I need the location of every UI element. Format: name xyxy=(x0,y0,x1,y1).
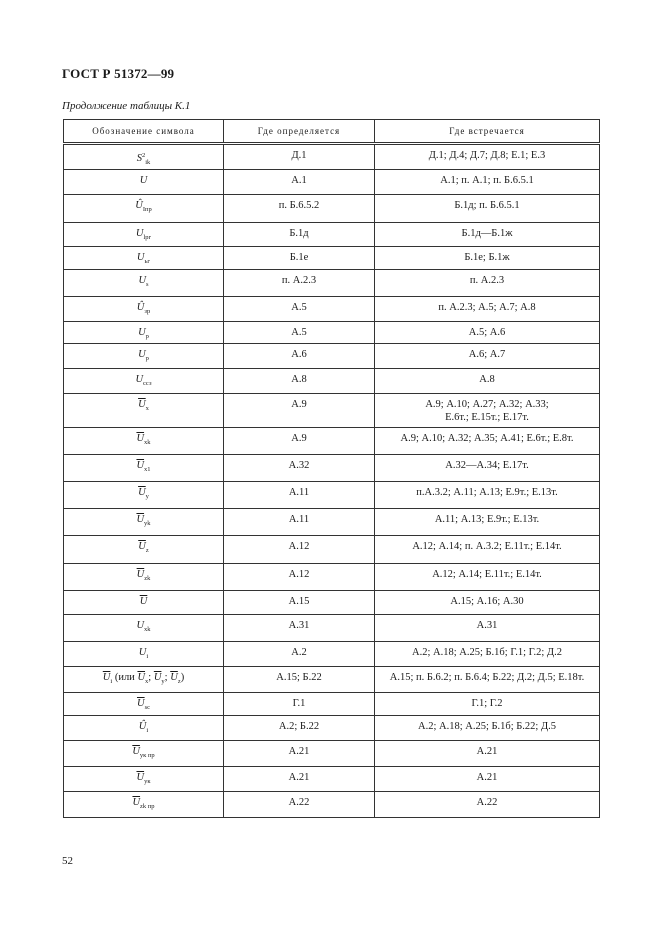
symbol-cell xyxy=(64,455,224,482)
symbol-text xyxy=(136,620,150,631)
symbol-subscript: y xyxy=(161,678,165,685)
used-cell: А.8 xyxy=(375,369,600,394)
symbol-base: $\overline{U}$ xyxy=(132,797,141,808)
used-cell: А.21 xyxy=(375,741,600,767)
symbol-subscript: lрг xyxy=(143,234,152,241)
symbol-cell xyxy=(64,591,224,615)
used-cell: А.31 xyxy=(375,615,600,642)
defined-cell: Б.1д xyxy=(224,223,375,247)
table-row xyxy=(64,615,600,642)
used-cell: Б.1д; п. Б.6.5.1 xyxy=(375,195,600,223)
symbol-base: S xyxy=(136,153,142,164)
symbol-subscript: i xyxy=(146,653,149,660)
table-row xyxy=(64,509,600,536)
symbol-base: $\overline{U}$ xyxy=(137,672,146,683)
symbol-base: Û xyxy=(138,721,147,732)
table-row xyxy=(64,591,600,615)
symbol-cell xyxy=(64,344,224,369)
table-row xyxy=(64,394,600,428)
table-row xyxy=(64,144,600,170)
defined-cell: А.2; Б.22 xyxy=(224,716,375,741)
symbol-base: $\overline{U}$ xyxy=(132,746,140,757)
used-cell: А.15; п. Б.6.2; п. Б.6.4; Б.22; Д.2; Д.5; Е.18т. xyxy=(375,667,600,693)
symbol-cell xyxy=(64,693,224,716)
document-id: ГОСТ Р 51372—99 xyxy=(62,66,175,81)
table-row xyxy=(64,482,600,509)
symbol-cell xyxy=(64,716,224,741)
symbol-subscript: zk пр xyxy=(140,803,155,810)
symbol-cell xyxy=(64,270,224,297)
symbol-base: $\overline{U}$ xyxy=(153,672,162,683)
symbol-cell xyxy=(64,247,224,270)
defined-cell: А.15; Б.22 xyxy=(224,667,375,693)
symbol-text xyxy=(138,541,148,552)
symbol-text xyxy=(137,153,151,164)
symbol-subscript: xk xyxy=(144,626,151,633)
table-row xyxy=(64,642,600,667)
symbol-cell xyxy=(64,297,224,322)
symbol-text xyxy=(137,302,150,313)
symbol-cell xyxy=(64,223,224,247)
symbol-text xyxy=(137,569,151,580)
symbol-cell xyxy=(64,509,224,536)
used-cell: А.2; А.18; А.25; Б.1б; Б.22; Д.5 xyxy=(375,716,600,741)
symbol-text xyxy=(139,647,148,658)
defined-cell: А.12 xyxy=(224,564,375,591)
table-row xyxy=(64,741,600,767)
defined-cell: А.12 xyxy=(224,536,375,564)
table-row xyxy=(64,247,600,270)
used-cell: А.6; А.7 xyxy=(375,344,600,369)
symbol-subscript: s xyxy=(146,281,149,288)
symbol-subscript: зр xyxy=(144,308,151,315)
symbol-cell xyxy=(64,195,224,223)
symbol-text xyxy=(138,487,149,498)
table-row xyxy=(64,767,600,792)
symbol-subscript: yk xyxy=(144,520,151,527)
defined-cell: п. Б.6.5.2 xyxy=(224,195,375,223)
symbol-base: $\overline{U}$ xyxy=(138,541,146,552)
used-cell: А.9; А.10; А.32; А.35; А.41; Е.6т.; Е.8т. xyxy=(375,428,600,455)
symbol-base: U xyxy=(136,620,145,631)
defined-cell: Д.1 xyxy=(224,144,375,170)
defined-cell: А.31 xyxy=(224,615,375,642)
symbol-base: Û xyxy=(135,200,143,211)
table-row xyxy=(64,170,600,195)
symbol-subscript: ьг xyxy=(144,258,151,265)
symbol-base: U xyxy=(135,374,144,385)
symbol-subscript: р xyxy=(145,355,149,362)
table-row xyxy=(64,792,600,818)
defined-cell: А.15 xyxy=(224,591,375,615)
symbol-text xyxy=(136,772,150,783)
symbol-cell xyxy=(64,536,224,564)
symbol-text xyxy=(140,175,148,186)
symbol-base: $\overline{U}$ xyxy=(136,514,145,525)
symbol-cell xyxy=(64,428,224,455)
used-cell: А.15; А.16; А.30 xyxy=(375,591,600,615)
symbol-base: U xyxy=(138,327,146,338)
symbol-text xyxy=(139,721,148,732)
symbol-base: U xyxy=(138,349,146,360)
used-cell: п. А.2.3 xyxy=(375,270,600,297)
defined-cell: А.22 xyxy=(224,792,375,818)
symbol-subscript: zk xyxy=(144,575,151,582)
table-row xyxy=(64,716,600,741)
symbol-base: U xyxy=(135,228,144,239)
symbol-cell xyxy=(64,369,224,394)
symbol-base: $\overline{U}$ xyxy=(136,569,145,580)
symbol-subscript: z xyxy=(177,678,181,685)
symbol-base: $\overline{U}$ xyxy=(138,487,146,498)
used-cell: А.5; А.6 xyxy=(375,322,600,344)
symbol-cell xyxy=(64,615,224,642)
symbol-subscript: y xyxy=(145,493,149,500)
defined-cell: А.1 xyxy=(224,170,375,195)
defined-cell: А.9 xyxy=(224,394,375,428)
symbol-text xyxy=(136,433,150,444)
symbol-base: U xyxy=(138,275,147,286)
used-cell: Г.1; Г.2 xyxy=(375,693,600,716)
symbol-base: $\overline{U}$ xyxy=(170,672,178,683)
symbol-subscript: z xyxy=(145,547,149,554)
symbol-base: Û xyxy=(136,302,145,313)
used-cell: п. А.2.3; А.5; А.7; А.8 xyxy=(375,297,600,322)
table-row xyxy=(64,428,600,455)
used-cell: А.9; А.10; А.27; А.32; А.33; Е.6т.; Е.15т.; Е.17т. xyxy=(375,394,600,428)
used-cell: Б.1е; Б.1ж xyxy=(375,247,600,270)
used-cell: А.11; А.13; Е.9т.; Е.13т. xyxy=(375,509,600,536)
table-header-row xyxy=(64,120,600,144)
used-cell: А.12; А.14; п. А.3.2; Е.11т.; Е.14т. xyxy=(375,536,600,564)
symbol-subscript: x xyxy=(145,678,149,685)
table-row xyxy=(64,344,600,369)
table-row xyxy=(64,297,600,322)
used-cell: А.1; п. А.1; п. Б.6.5.1 xyxy=(375,170,600,195)
symbol-base: U xyxy=(136,252,145,263)
symbol-base: U xyxy=(138,647,147,658)
used-cell: А.2; А.18; А.25; Б.1б; Г.1; Г.2; Д.2 xyxy=(375,642,600,667)
defined-cell: А.11 xyxy=(224,509,375,536)
table-row xyxy=(64,369,600,394)
symbol-subscript: i xyxy=(146,727,149,734)
symbol-subscript: sc xyxy=(144,704,150,711)
symbol-cell xyxy=(64,170,224,195)
symbol-subscript: ук xyxy=(144,778,151,785)
symbol-text xyxy=(132,797,154,808)
defined-cell: А.5 xyxy=(224,297,375,322)
defined-cell: А.8 xyxy=(224,369,375,394)
table-row xyxy=(64,195,600,223)
symbol-text xyxy=(135,374,151,385)
table-row xyxy=(64,322,600,344)
defined-cell: А.5 xyxy=(224,322,375,344)
table-row xyxy=(64,223,600,247)
symbol-text xyxy=(136,228,151,239)
symbol-base: $\overline{U}$ xyxy=(102,672,111,683)
symbol-text xyxy=(138,327,149,338)
used-cell: Б.1д—Б.1ж xyxy=(375,223,600,247)
used-cell: А.32—А.34; Е.17т. xyxy=(375,455,600,482)
symbol-cell xyxy=(64,792,224,818)
symbol-base: $\overline{U}$ xyxy=(138,399,146,410)
symbol-cell xyxy=(64,642,224,667)
symbol-cell xyxy=(64,482,224,509)
used-cell: А.22 xyxy=(375,792,600,818)
defined-cell: А.2 xyxy=(224,642,375,667)
symbol-subscript: ik xyxy=(145,159,151,166)
symbol-text xyxy=(138,399,149,410)
page-number: 52 xyxy=(62,855,73,867)
defined-cell: А.6 xyxy=(224,344,375,369)
symbol-subscript: ук пр xyxy=(139,752,155,759)
symbol-cell xyxy=(64,394,224,428)
defined-cell: Г.1 xyxy=(224,693,375,716)
symbol-base: U xyxy=(139,175,148,186)
column-header-symbol: Обозначение символа xyxy=(64,120,224,144)
used-cell: А.21 xyxy=(375,767,600,792)
symbol-text xyxy=(138,275,148,286)
table-row xyxy=(64,270,600,297)
symbol-base: $\overline{U}$ xyxy=(136,460,145,471)
defined-cell: Б.1е xyxy=(224,247,375,270)
symbol-base: $\overline{U}$ xyxy=(136,772,145,783)
symbol-base: $\overline{U}$ xyxy=(136,698,145,709)
table-row xyxy=(64,564,600,591)
table-row xyxy=(64,536,600,564)
symbol-text xyxy=(137,252,150,263)
table-continuation-caption: Продолжение таблицы К.1 xyxy=(62,100,191,112)
symbols-table xyxy=(63,119,600,818)
symbol-subscript: Iпр xyxy=(142,206,152,213)
symbol-text xyxy=(138,349,149,360)
symbol-text xyxy=(140,596,148,607)
symbol-subscript: i xyxy=(110,678,113,685)
table-row xyxy=(64,693,600,716)
defined-cell: А.21 xyxy=(224,767,375,792)
symbol-alternatives: (или $\overline{U}_x$; $\overline{U}_y$; $\overline{U}_z$) xyxy=(112,672,185,685)
symbol-subscript: р xyxy=(145,333,149,340)
symbol-superscript: 2 xyxy=(141,152,146,159)
symbol-subscript: x1 xyxy=(144,466,151,473)
symbol-subscript: xk xyxy=(144,439,151,446)
symbol-text xyxy=(132,746,154,757)
symbol-cell xyxy=(64,767,224,792)
defined-cell: п. А.2.3 xyxy=(224,270,375,297)
used-cell: п.А.3.2; А.11; А.13; Е.9т.; Е.13т. xyxy=(375,482,600,509)
symbol-text xyxy=(137,698,150,709)
table-row xyxy=(64,455,600,482)
symbol-subscript: ссз xyxy=(143,380,152,387)
defined-cell: А.11 xyxy=(224,482,375,509)
column-header-defined: Где определяется xyxy=(224,120,375,144)
symbol-text xyxy=(135,200,152,211)
symbol-cell xyxy=(64,741,224,767)
used-cell: А.12; А.14; Е.11т.; Е.14т. xyxy=(375,564,600,591)
defined-cell: А.21 xyxy=(224,741,375,767)
symbol-text xyxy=(136,514,150,525)
defined-cell: А.32 xyxy=(224,455,375,482)
symbol-text xyxy=(136,460,150,471)
symbol-cell xyxy=(64,322,224,344)
symbol-cell xyxy=(64,564,224,591)
symbol-cell xyxy=(64,144,224,170)
symbol-text xyxy=(103,672,184,683)
symbol-subscript: x xyxy=(145,405,149,412)
symbol-base: $\overline{U}$ xyxy=(139,596,148,607)
table-row xyxy=(64,667,600,693)
symbol-cell xyxy=(64,667,224,693)
used-cell: Д.1; Д.4; Д.7; Д.8; Е.1; Е.3 xyxy=(375,144,600,170)
column-header-used: Где встречается xyxy=(375,120,600,144)
symbol-base: $\overline{U}$ xyxy=(136,433,145,444)
defined-cell: А.9 xyxy=(224,428,375,455)
